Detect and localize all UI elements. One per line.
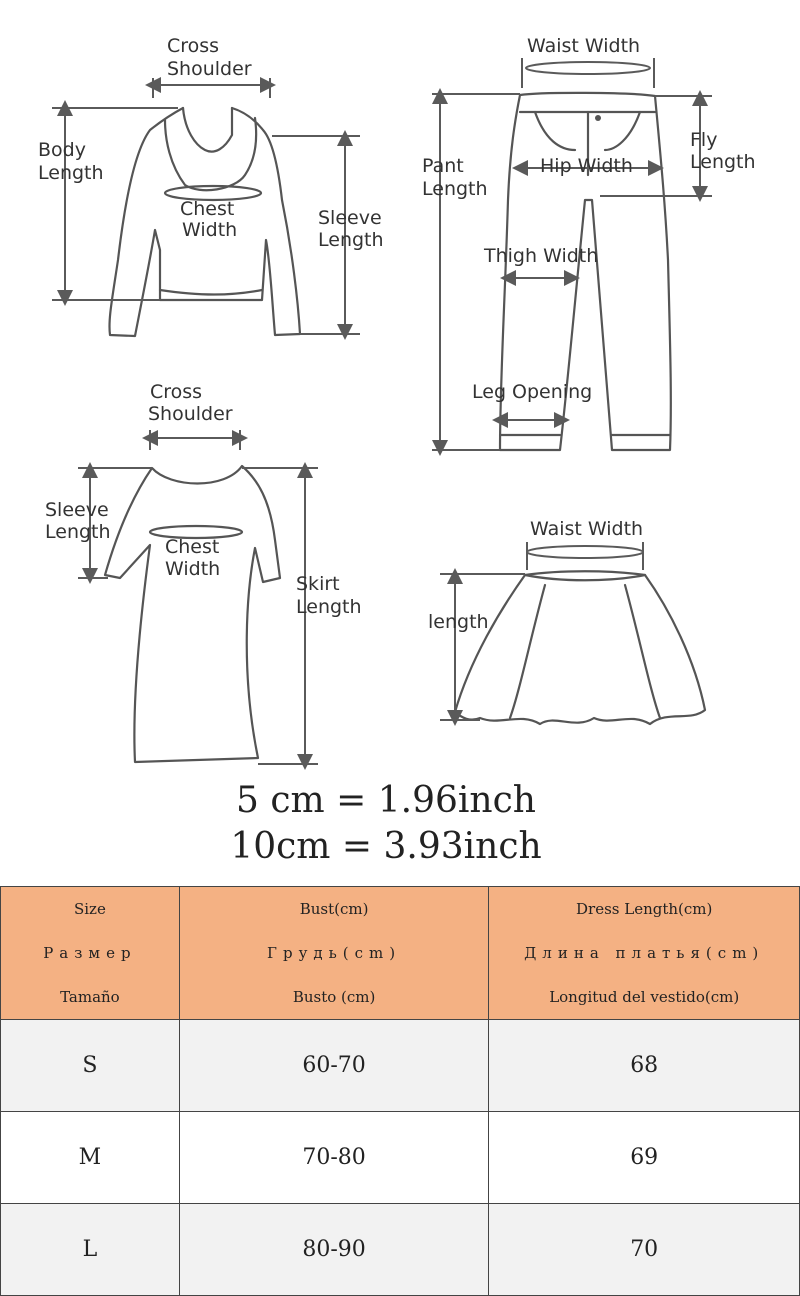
pants-label-waist-width: Waist Width <box>527 35 641 57</box>
sweater-label-sleeve: Sleeve <box>318 207 382 229</box>
dress-label-sleeve: Sleeve <box>45 499 109 521</box>
cell-bust: 70-80 <box>179 1112 489 1204</box>
table-row <box>1 1112 800 1204</box>
cell-size: M <box>1 1112 180 1204</box>
dress-label-skirt: Skirt <box>296 573 340 595</box>
sweater-label-shoulder: Shoulder <box>167 58 252 80</box>
cell-length: 68 <box>489 1020 800 1112</box>
header-dress-length <box>489 887 800 1020</box>
header-size-en: Size <box>73 900 106 918</box>
skirt-diagram <box>428 518 705 724</box>
pants-label-thigh-width: Thigh Width <box>484 245 599 267</box>
size-chart-table <box>0 886 800 1296</box>
skirt-label-waist-width: Waist Width <box>530 518 644 540</box>
sweater-label-chest: Chest <box>180 198 235 220</box>
sweater-label-cross: Cross <box>167 35 220 57</box>
dress-label-chest: Chest <box>165 536 220 558</box>
table-header-row <box>1 887 800 1020</box>
cell-size: L <box>1 1204 180 1296</box>
header-length-en: Dress Length(cm) <box>576 900 713 918</box>
table-row <box>1 1020 800 1112</box>
table-row <box>1 1204 800 1296</box>
sweater-diagram <box>38 35 384 336</box>
pants-label-fly: Fly <box>690 129 718 151</box>
cell-bust: 80-90 <box>179 1204 489 1296</box>
unit-conversion <box>0 778 800 870</box>
sweater-label-sleeve-length: Length <box>318 229 384 251</box>
cell-size: S <box>1 1020 180 1112</box>
dress-label-cross: Cross <box>150 381 203 403</box>
pants-label-fly-length: Length <box>690 151 756 173</box>
header-bust-es: Busto (cm) <box>292 988 376 1006</box>
conversion-line-5cm: 5 cm = 1.96inch <box>236 780 536 821</box>
pants-diagram <box>422 35 756 450</box>
pants-label-leg-opening: Leg Opening <box>472 381 593 403</box>
header-length-ru: Длина платья(cm) <box>524 944 765 962</box>
cell-length: 70 <box>489 1204 800 1296</box>
header-size-es: Tamaño <box>60 988 120 1006</box>
header-length-es: Longitud del vestido(cm) <box>549 988 740 1006</box>
header-size <box>1 887 180 1020</box>
conversion-line-10cm: 10cm = 3.93inch <box>230 826 542 867</box>
dress-label-skirt-length: Length <box>296 596 362 618</box>
dress-diagram <box>45 381 362 764</box>
pants-label-pant-length: Length <box>422 178 488 200</box>
header-bust <box>179 887 489 1020</box>
sweater-label-chest-width: Width <box>182 219 238 241</box>
header-bust-ru: Грудь(cm) <box>267 944 402 962</box>
dress-label-sleeve-length: Length <box>45 521 111 543</box>
pants-label-hip-width: Hip Width <box>540 155 633 177</box>
dress-label-shoulder: Shoulder <box>148 403 233 425</box>
dress-label-chest-width: Width <box>165 558 221 580</box>
header-size-ru: Размер <box>43 944 137 962</box>
pants-label-pant: Pant <box>422 155 464 177</box>
header-bust-en: Bust(cm) <box>299 900 369 918</box>
skirt-label-length: length <box>428 611 489 633</box>
sweater-label-body: Body <box>38 139 86 161</box>
cell-length: 69 <box>489 1112 800 1204</box>
sweater-label-body-length: Length <box>38 162 104 184</box>
cell-bust: 60-70 <box>179 1020 489 1112</box>
